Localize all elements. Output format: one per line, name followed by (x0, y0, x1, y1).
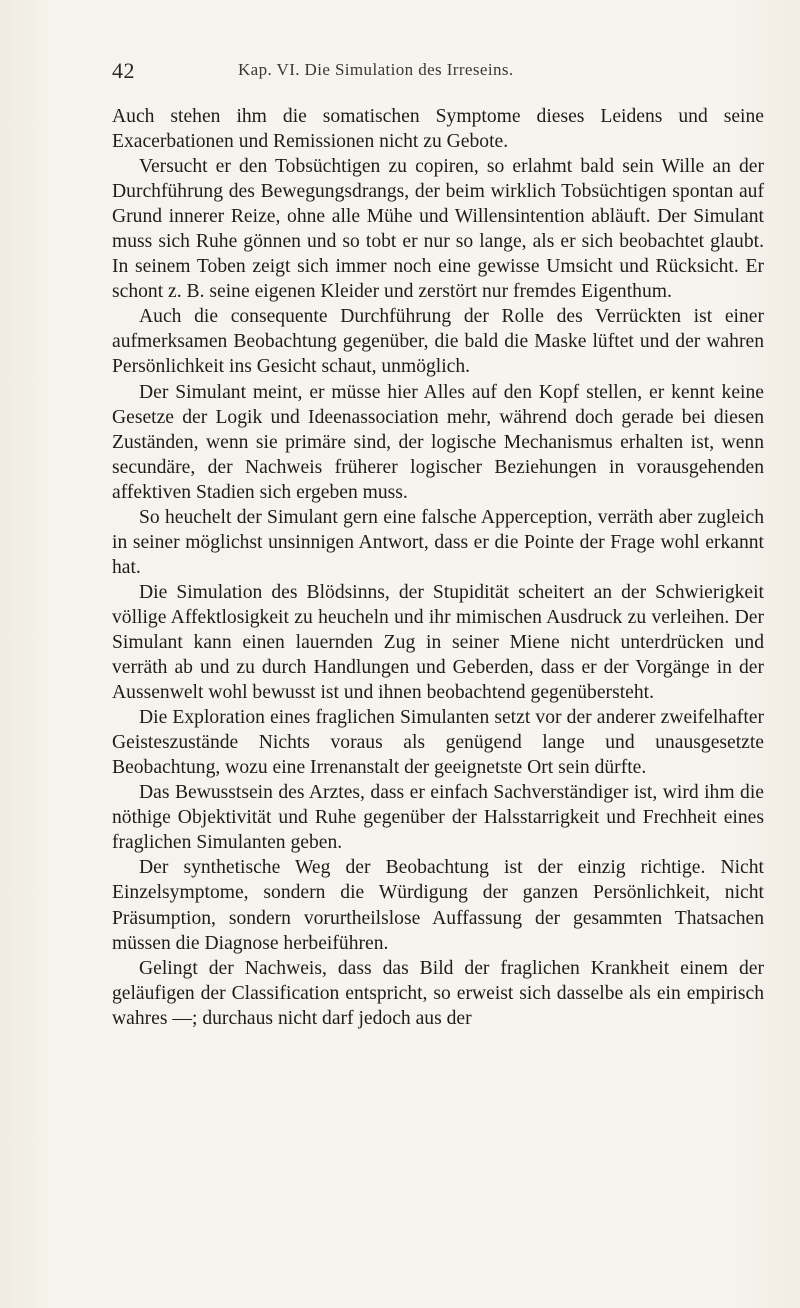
paragraph-6: Die Simulation des Blödsinns, der Stupidität scheitert an der Schwierigkeit völlige Affektlosigkeit zu heucheln und ihr mimischen Ausdruck zu verleihen. Der Simulant kann einen lauernden Zug in seiner Miene nicht unterdrücken und verräth ab und zu durch Handlungen und Geberden, dass er der Vorgänge in der Aussenwelt wohl bewusst ist und ihnen beobachtend gegenübersteht. (112, 581, 764, 704)
paragraph-9: Der synthetische Weg der Beobachtung ist der einzig richtige. Nicht Einzelsymptome, sondern die Würdigung der ganzen Persönlichkeit, nicht Präsumption, sondern vorurtheilslose Auffassung der gesammten Thatsachen müssen die Diagnose herbeiführen. (112, 857, 764, 954)
paragraph-3: Auch die consequente Durchführung der Rolle des Verrückten ist einer aufmerksamen Beobachtung gegenüber, die bald die Maske lüftet und der wahren Persönlichkeit ins Gesicht schaut, unmöglich. (112, 306, 764, 378)
page-header (112, 58, 752, 98)
paragraph-8: Das Bewusstsein des Arztes, dass er einfach Sachverständiger ist, wird ihm die nöthige Objektivität und Ruhe gegenüber der Halsstarrigkeit und Frechheit eines fraglichen Simulanten geben. (112, 782, 764, 854)
paragraph-10: Gelingt der Nachweis, dass das Bild der fraglichen Krankheit einem der geläufigen der Classification entspricht, so erweist sich dasselbe als ein empirisch wahres —; durchaus nicht darf jedoch aus der (112, 957, 764, 1029)
running-head: Kap. VI. Die Simulation des Irreseins. (238, 60, 514, 79)
page-number: 42 (112, 58, 135, 83)
paragraph-5: So heuchelt der Simulant gern eine falsche Apperception, verräth aber zugleich in seiner möglichst unsinnigen Antwort, dass er die Pointe der Frage wohl erkannt hat. (112, 506, 764, 578)
paragraph-2: Versucht er den Tobsüchtigen zu copiren, so erlahmt bald sein Wille an der Durchführung des Bewegungsdrangs, der beim wirklich Tobsüchtigen spontan auf Grund innerer Reize, ohne alle Mühe und Willensintention abläuft. Der Simulant muss sich Ruhe gönnen und so tobt er nur so lange, als er sich beobachtet glaubt. In seinem Toben zeigt sich immer noch eine gewisse Umsicht und Rücksicht. Er schont z. B. seine eigenen Kleider und zerstört nur fremdes Eigenthum. (112, 156, 764, 303)
body-text (112, 104, 764, 1031)
paragraph-1: Auch stehen ihm die somatischen Symptome dieses Leidens und seine Exacerbationen und Remissionen nicht zu Gebote. (112, 106, 764, 153)
paragraph-4: Der Simulant meint, er müsse hier Alles auf den Kopf stellen, er kennt keine Gesetze der Logik und Ideenassociation mehr, während doch gerade bei diesen Zuständen, wenn sie primäre sind, der logische Mechanismus erhalten ist, wenn secundäre, der Nachweis früherer logischer Beziehungen in vorausgehenden affektiven Stadien sich ergeben muss. (112, 381, 764, 503)
paragraph-7: Die Exploration eines fraglichen Simulanten setzt vor der anderer zweifelhafter Geisteszustände Nichts voraus als genügend lange und unausgesetzte Beobachtung, wozu eine Irrenanstalt der geeignetste Ort sein dürfte. (112, 707, 764, 779)
